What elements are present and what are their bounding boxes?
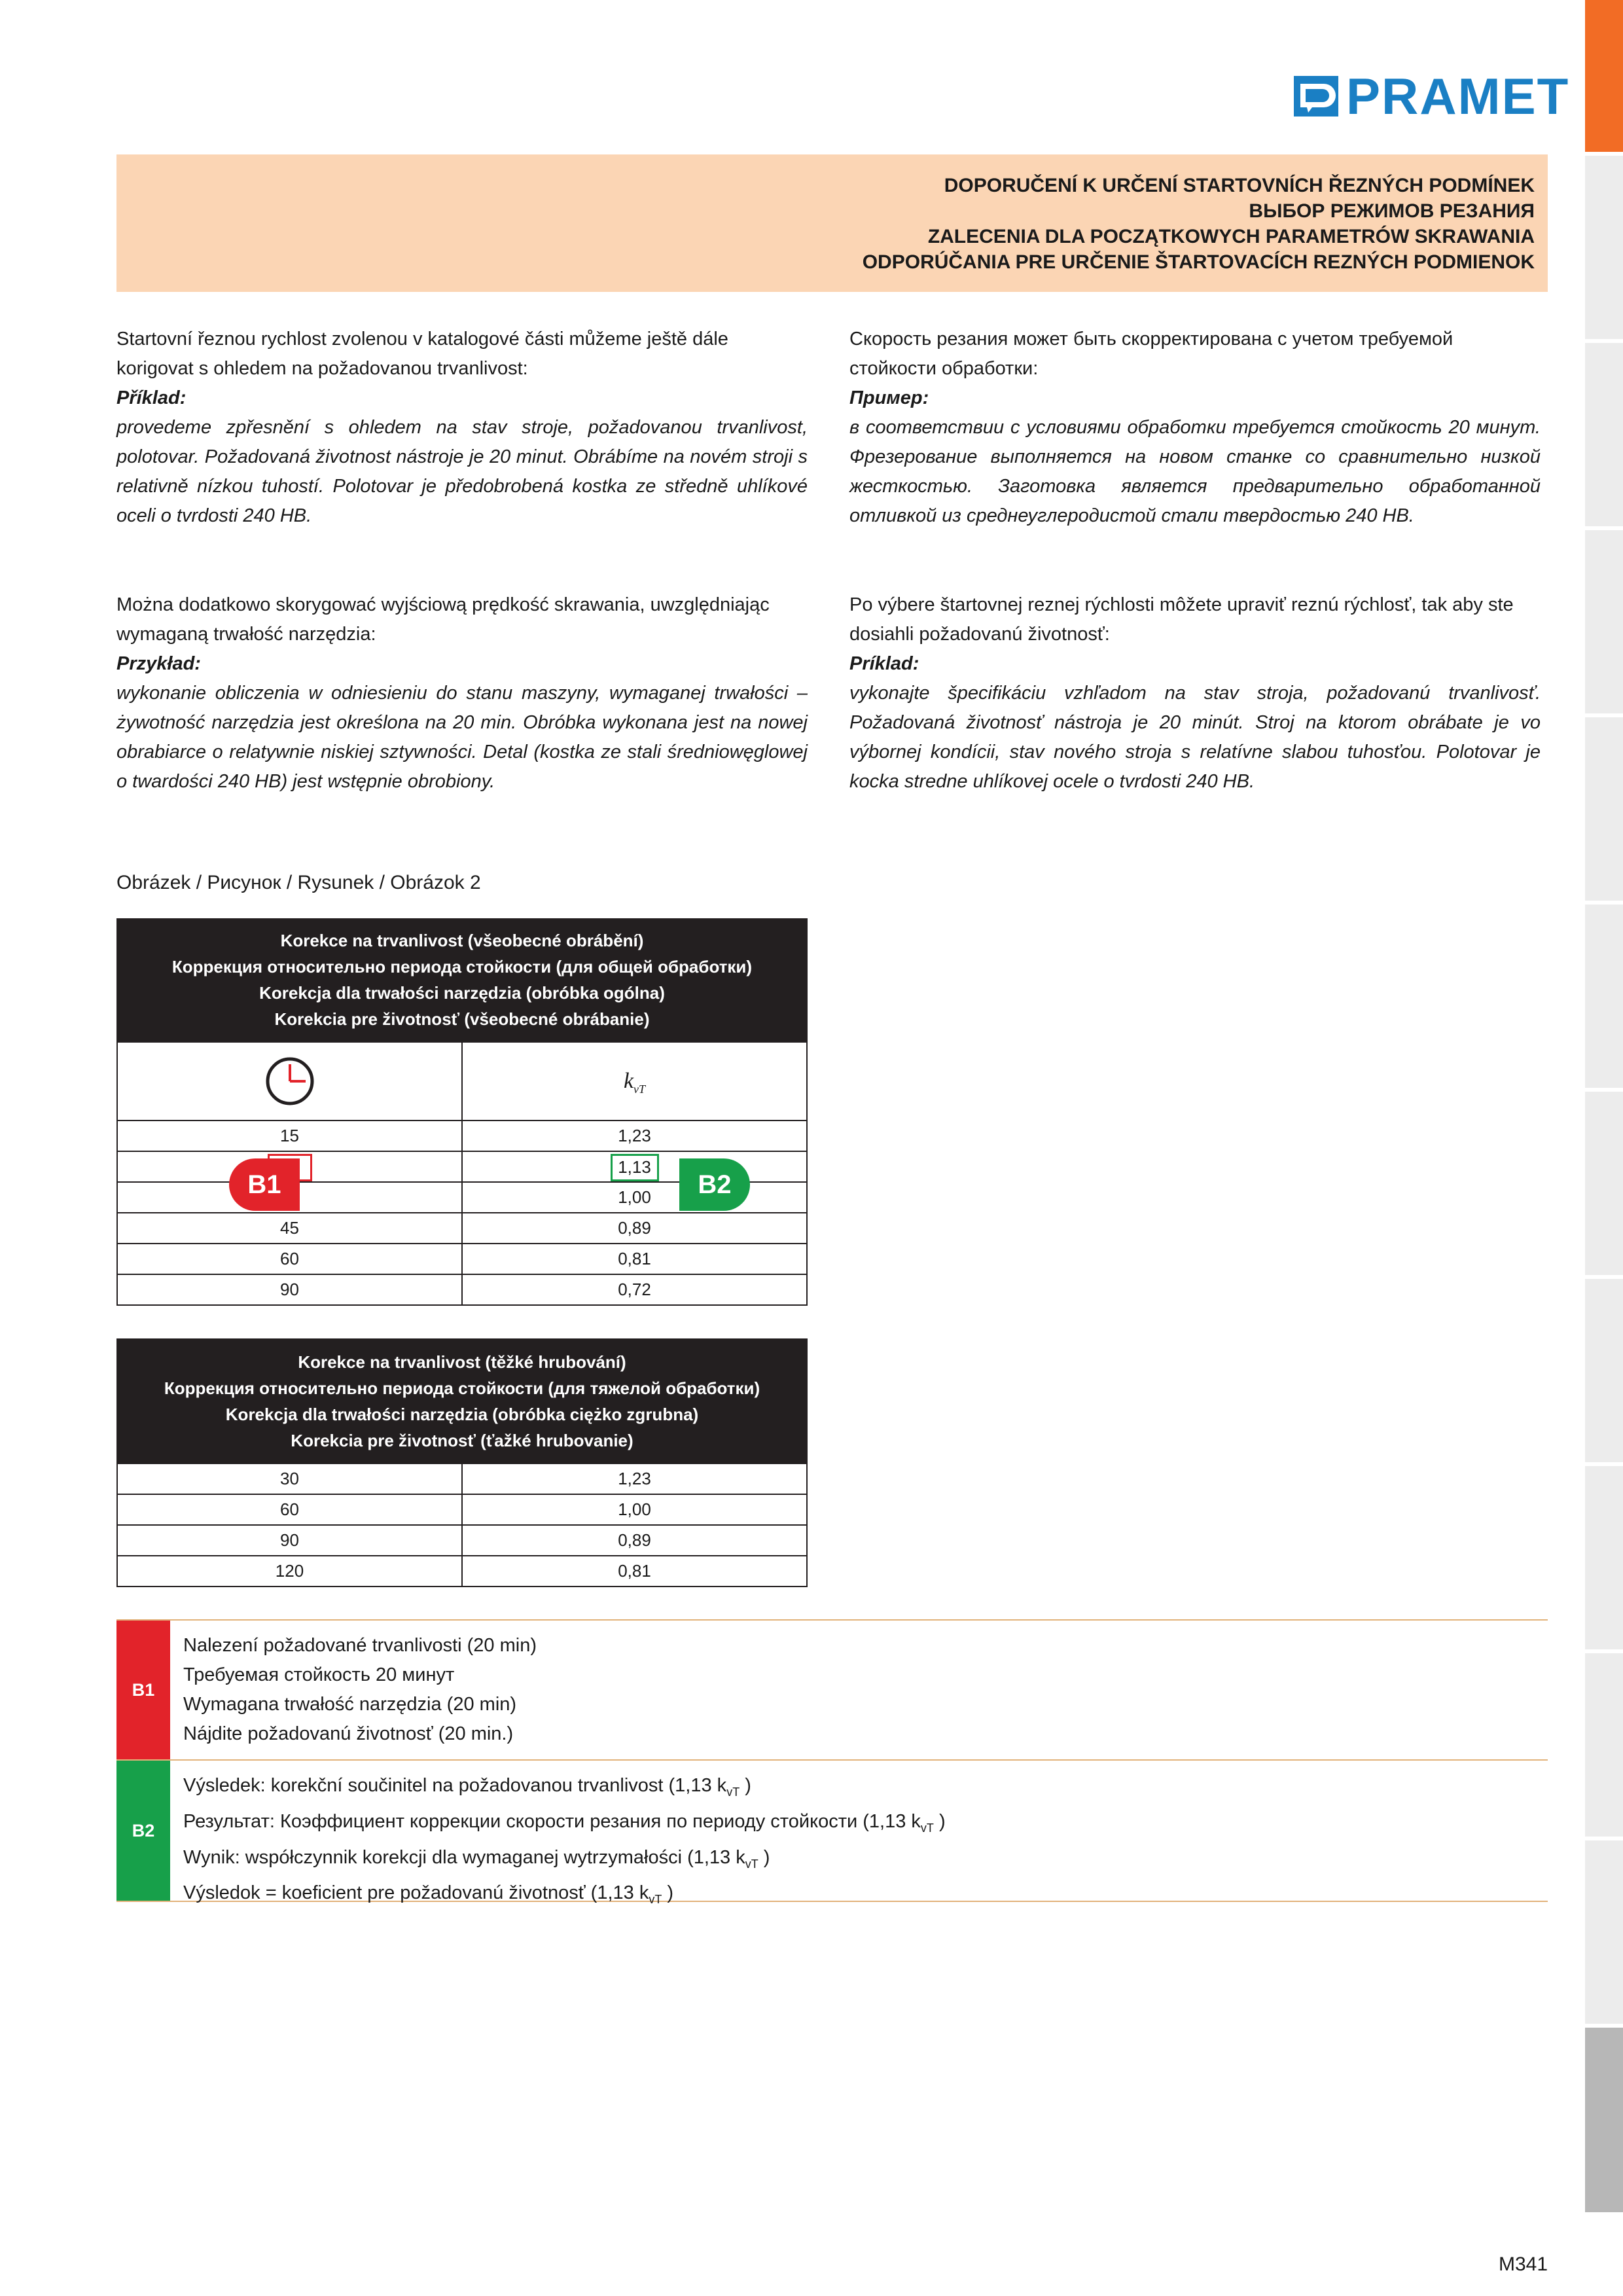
correction-table-heavy-roughing xyxy=(116,1338,808,1587)
time-column-header xyxy=(118,1043,461,1120)
table-row xyxy=(118,1494,806,1524)
section-tab[interactable] xyxy=(1585,905,1623,1088)
example-body: provedeme zpřesnění s ohledem na stav stroje, požadovanou trvanlivost, polotovar. Požadovaná životnost nástroje je 20 minut. Obrábíme na novém stroji s relativně nízkou tuhostí. Polotovar je předobrobená kostka ze středně uhlíkové oceli o tvrdosti 240 HB. xyxy=(116,417,808,526)
legend-line: Результат: Коэффициент коррекции скорости резания по периоду стойкости (1,13 $k_{vT}$ ) xyxy=(183,1810,946,1835)
section-tab[interactable] xyxy=(1585,717,1623,901)
tool-life-min: 45 xyxy=(280,1218,299,1238)
legend-line: Nalezení požadované trvanlivosti (20 min) xyxy=(183,1635,537,1656)
tool-life-min: 30 xyxy=(280,1469,299,1488)
section-tabs xyxy=(1585,0,1623,2212)
table-title-ru: Коррекция относительно периода стойкости (для тяжелой обработки) xyxy=(164,1378,760,1398)
header-title-cz: DOPORUČENÍ K URČENÍ STARTOVNÍCH ŘEZNÝCH PODMÍNEK xyxy=(944,175,1535,196)
table-title-pl: Korekcja dla trwałości narzędzia (obróbka ciężko zgrubna) xyxy=(225,1405,699,1424)
table-grid xyxy=(116,1464,808,1587)
pramet-logo-icon xyxy=(1293,75,1340,118)
table-title-pl: Korekcja dla trwałości narzędzia (obróbka ogólna) xyxy=(259,983,665,1003)
kvt-value: 0,72 xyxy=(461,1275,806,1304)
kvt-symbol: $k_{vT}$ xyxy=(623,1069,646,1096)
legend-text-b2 xyxy=(170,1761,946,1907)
legend-row-b2 xyxy=(116,1761,1548,1907)
table-row xyxy=(118,1555,806,1586)
section-tab[interactable] xyxy=(1585,1653,1623,1837)
section-tab[interactable] xyxy=(1585,2028,1623,2212)
clock-icon xyxy=(264,1055,316,1107)
header-title-ru: ВЫБОР РЕЖИМОВ РЕЗАНИЯ xyxy=(1249,200,1535,222)
section-tab[interactable] xyxy=(1585,343,1623,526)
legend-text-b1 xyxy=(170,1621,537,1759)
kvt-column-header xyxy=(461,1043,806,1120)
b2-badge: B2 xyxy=(679,1158,750,1211)
tool-life-min: 120 xyxy=(275,1561,304,1581)
legend-line: Wymagana trwałość narzędzia (20 min) xyxy=(183,1694,517,1715)
table-row xyxy=(118,1243,806,1274)
table-title-sk: Korekcia pre životnosť (ťažké hrubovanie) xyxy=(291,1431,633,1450)
kvt-value: 0,89 xyxy=(461,1526,806,1555)
header-titles xyxy=(863,173,1535,275)
block-intro: Startovní řeznou rychlost zvolenou v katalogové části můžeme ještě dále korigovat s ohledem na požadovanou trvanlivost: xyxy=(116,329,728,379)
example-title: Przykład: xyxy=(116,653,201,674)
tool-life-min: 90 xyxy=(280,1280,299,1299)
example-body: wykonanie obliczenia w odniesieniu do stanu maszyny, wymaganej trwałości – żywotność narzędzia jest określona na 20 min. Obróbka wykonana jest na nowej obrabiarce o relatywnie niskiej sztywności. Detal (kostka ze stali średniowęglowej o twardości 240 HB) jest wstępnie obrobiony. xyxy=(116,683,808,792)
example-title: Пример: xyxy=(849,387,929,408)
table-row xyxy=(118,1274,806,1304)
pramet-logo xyxy=(1293,67,1570,125)
kvt-value: 1,00 xyxy=(461,1183,806,1212)
tool-life-min: 90 xyxy=(280,1530,299,1550)
table-title-cz: Korekce na trvanlivost (těžké hrubování) xyxy=(298,1352,626,1372)
page-number: M341 xyxy=(1498,2253,1548,2275)
symbol-row xyxy=(118,1043,806,1120)
b2-highlight-box: 1,13 xyxy=(611,1154,659,1181)
kvt-value: 0,81 xyxy=(461,1556,806,1586)
section-tab[interactable] xyxy=(1585,1840,1623,2024)
b1-badge: B1 xyxy=(229,1158,300,1211)
header-title-sk: ODPORÚČANIA PRE URČENIE ŠTARTOVACÍCH REZNÝCH PODMIENOK xyxy=(862,251,1535,273)
table-title-ru: Коррекция относительно периода стойкости (для общей обработки) xyxy=(171,957,753,977)
legend-line: Výsledok = koeficient pre požadovanú životnosť (1,13 $k_{vT}$ ) xyxy=(183,1882,674,1907)
legend-line: Výsledek: korekční součinitel na požadovanou trvanlivost (1,13 $k_{vT}$ ) xyxy=(183,1775,751,1799)
legend-line: Требуемая стойкость 20 минут xyxy=(183,1664,455,1685)
kvt-value: 0,89 xyxy=(461,1213,806,1243)
brand-name: PRAMET xyxy=(1346,67,1570,125)
header-title-pl: ZALECENIA DLA POCZĄTKOWYCH PARAMETRÓW SKRAWANIA xyxy=(927,226,1535,247)
section-tab-active[interactable] xyxy=(1585,0,1623,152)
header-band xyxy=(116,154,1548,292)
tool-life-min: 60 xyxy=(280,1249,299,1268)
kvt-value: 1,00 xyxy=(461,1495,806,1524)
block-intro: Można dodatkowo skorygować wyjściową prędkość skrawania, uwzględniając wymaganą trwałość narzędzia: xyxy=(116,594,770,645)
table-title-sk: Korekcia pre životnosť (všeobecné obrábanie) xyxy=(274,1009,650,1029)
table-row xyxy=(118,1212,806,1243)
kvt-value: 1,23 xyxy=(461,1464,806,1494)
legend-line: Nájdite požadovanú životnosť (20 min.) xyxy=(183,1723,514,1744)
section-tab[interactable] xyxy=(1585,1466,1623,1649)
table-header xyxy=(116,1338,808,1464)
table-row xyxy=(118,1524,806,1555)
table-row xyxy=(118,1120,806,1151)
legend xyxy=(116,1619,1548,1907)
table-header xyxy=(116,918,808,1043)
legend-line: Wynik: współczynnik korekcji dla wymaganej wytrzymałości (1,13 $k_{vT}$ ) xyxy=(183,1846,770,1871)
example-title: Príklad: xyxy=(849,653,919,674)
section-tab[interactable] xyxy=(1585,530,1623,713)
tool-life-min: 60 xyxy=(280,1499,299,1519)
table-row xyxy=(118,1464,806,1494)
legend-tag-b1: B1 xyxy=(116,1621,170,1759)
tool-life-min: 15 xyxy=(280,1126,299,1145)
block-intro: Po výbere štartovnej reznej rýchlosti môžete upraviť reznú rýchlosť, tak aby ste dosiahli požadovanú životnosť: xyxy=(849,594,1514,645)
text-block-cz xyxy=(116,325,808,531)
text-block-ru xyxy=(849,325,1541,531)
legend-row-b1 xyxy=(116,1621,1548,1761)
block-intro: Скорость резания может быть скорректирована с учетом требуемой стойкости обработки: xyxy=(849,329,1454,379)
example-body: vykonajte špecifikáciu vzhľadom na stav stroja, požadovanú trvanlivosť. Požadovaná životnosť nástroja je 20 minút. Stroj na ktorom obrábate je vo výbornej kondícii, stav nového stroja s relatívne slabou tuhosťou. Polotovar je kocka stredne uhlíkovej ocele o tvrdosti 240 HB. xyxy=(849,683,1541,792)
table-title-cz: Korekce na trvanlivost (všeobecné obrábění) xyxy=(280,931,644,950)
legend-tag-b2: B2 xyxy=(116,1761,170,1901)
text-block-sk xyxy=(849,590,1541,797)
section-tab[interactable] xyxy=(1585,156,1623,339)
text-block-pl xyxy=(116,590,808,797)
kvt-value: 0,81 xyxy=(461,1244,806,1274)
correction-table-general xyxy=(116,918,808,1306)
example-body: в соответствии с условиями обработки требуется стойкость 20 минут. Фрезерование выполняется на новом станке со сравнительно низкой жесткостью. Заготовка является предварительно обработанной отливкой из среднеуглеродистой стали твердостью 240 HB. xyxy=(849,417,1541,526)
example-title: Příklad: xyxy=(116,387,187,408)
kvt-value xyxy=(461,1152,806,1181)
figure-caption: Obrázek / Рисунок / Rysunek / Obrázok 2 xyxy=(116,872,481,893)
section-tab[interactable] xyxy=(1585,1092,1623,1275)
kvt-value: 1,23 xyxy=(461,1121,806,1151)
section-tab[interactable] xyxy=(1585,1279,1623,1462)
